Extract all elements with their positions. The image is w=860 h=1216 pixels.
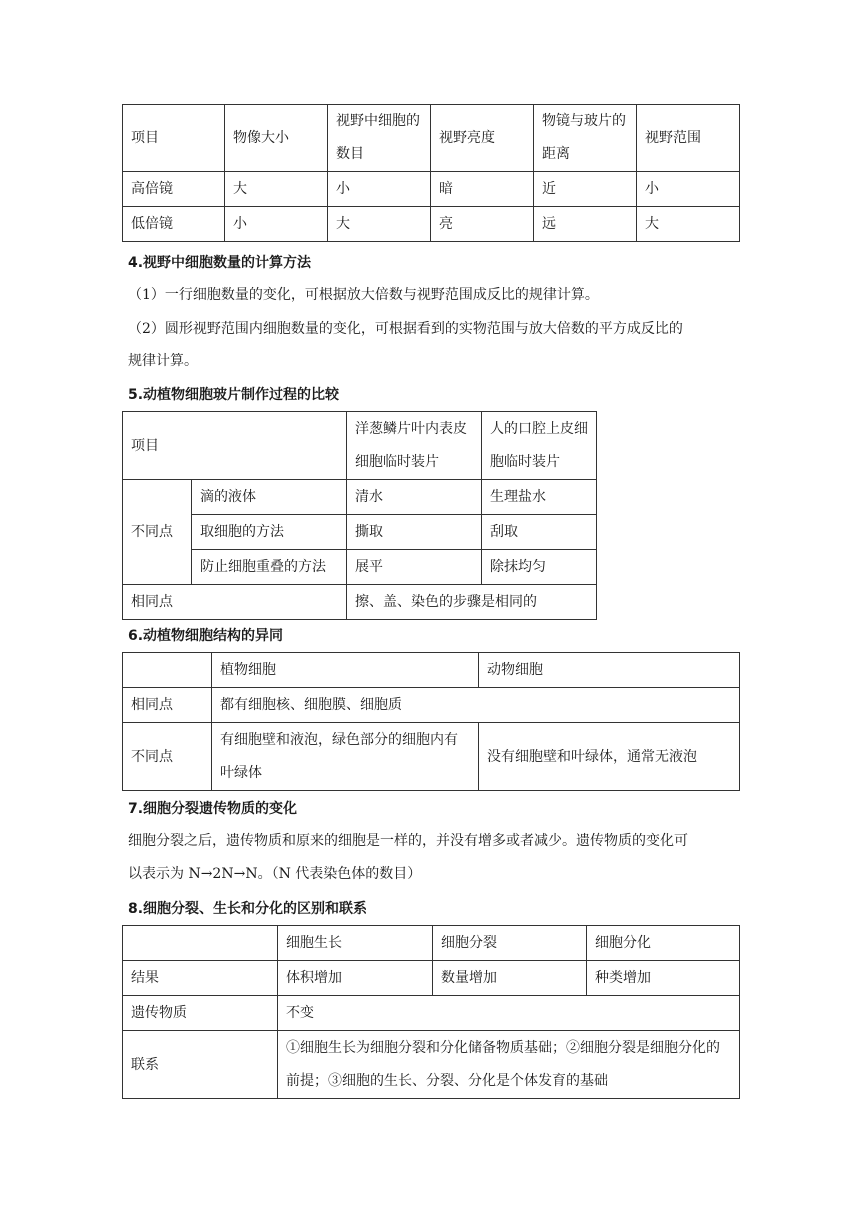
table-cell: 撕取 [347, 515, 482, 550]
table-row [123, 723, 740, 791]
table-cell: 植物细胞 [212, 653, 479, 688]
microscope-comparison-table [122, 104, 740, 242]
table-cell: 遗传物质 [123, 996, 278, 1031]
table-cell: 视野中细胞的数目 [328, 105, 431, 172]
table-cell: 清水 [347, 480, 482, 515]
table-row [123, 515, 597, 550]
section-4-heading: 4.视野中细胞数量的计算方法 [128, 255, 312, 271]
table-cell [123, 926, 278, 961]
table-row [123, 550, 597, 585]
table-cell: 相同点 [123, 585, 347, 620]
table-cell: 洋葱鳞片叶内表皮细胞临时装片 [347, 412, 482, 480]
table-cell: 细胞分裂 [433, 926, 587, 961]
section-4-paragraph-2-cont: 规律计算。 [128, 353, 198, 369]
table-cell: 大 [637, 207, 740, 242]
table-cell: 刮取 [482, 515, 597, 550]
table-header-row [123, 653, 740, 688]
table-row [123, 480, 597, 515]
table-cell: 取细胞的方法 [192, 515, 347, 550]
table-cell: 项目 [123, 412, 347, 480]
table-row [123, 172, 740, 207]
table-row [123, 961, 740, 996]
table-cell: 小 [328, 172, 431, 207]
table-header-row [123, 105, 740, 172]
table-cell: 小 [637, 172, 740, 207]
table-cell: 不同点 [123, 723, 212, 791]
table-cell: 数量增加 [433, 961, 587, 996]
table-cell [123, 653, 212, 688]
table-cell: 大 [328, 207, 431, 242]
table-cell: 都有细胞核、细胞膜、细胞质 [212, 688, 740, 723]
table-cell: 细胞分化 [587, 926, 740, 961]
table-cell: 结果 [123, 961, 278, 996]
table-cell: 远 [534, 207, 637, 242]
table-cell: 高倍镜 [123, 172, 225, 207]
table-cell: 不变 [278, 996, 740, 1031]
section-5-heading: 5.动植物细胞玻片制作过程的比较 [128, 387, 340, 403]
table-cell: 动物细胞 [479, 653, 740, 688]
table-cell: ①细胞生长为细胞分裂和分化储备物质基础；②细胞分裂是细胞分化的前提；③细胞的生长、分裂、分化是个体发育的基础 [278, 1031, 740, 1099]
table-cell: 相同点 [123, 688, 212, 723]
table-cell: 生理盐水 [482, 480, 597, 515]
table-cell: 展平 [347, 550, 482, 585]
table-row [123, 688, 740, 723]
section-7-paragraph-2: 以表示为 N→2N→N。（N 代表染色体的数目） [128, 866, 422, 882]
table-cell: 低倍镜 [123, 207, 225, 242]
cell-division-growth-table [122, 925, 740, 1099]
section-6-heading: 6.动植物细胞结构的异同 [128, 628, 284, 644]
table-cell: 视野范围 [637, 105, 740, 172]
table-row [123, 585, 597, 620]
table-cell: 视野亮度 [431, 105, 534, 172]
table-cell: 有细胞壁和液泡，绿色部分的细胞内有叶绿体 [212, 723, 479, 791]
table-cell: 物像大小 [225, 105, 328, 172]
section-8-heading: 8.细胞分裂、生长和分化的区别和联系 [128, 901, 368, 917]
table-cell: 细胞生长 [278, 926, 433, 961]
table-header-row [123, 926, 740, 961]
table-cell: 人的口腔上皮细胞临时装片 [482, 412, 597, 480]
section-7-heading: 7.细胞分裂遗传物质的变化 [128, 801, 298, 817]
table-row [123, 1031, 740, 1099]
table-row [123, 996, 740, 1031]
table-header-row [123, 412, 597, 480]
table-cell: 滴的液体 [192, 480, 347, 515]
table-cell: 暗 [431, 172, 534, 207]
table-cell: 体积增加 [278, 961, 433, 996]
table-cell: 联系 [123, 1031, 278, 1099]
table-row [123, 207, 740, 242]
table-cell: 项目 [123, 105, 225, 172]
table-cell: 大 [225, 172, 328, 207]
table-cell: 小 [225, 207, 328, 242]
cell-structure-table [122, 652, 740, 791]
table-cell: 除抹均匀 [482, 550, 597, 585]
section-7-paragraph-1: 细胞分裂之后，遗传物质和原来的细胞是一样的，并没有增多或者减少。遗传物质的变化可 [128, 833, 688, 849]
table-cell: 物镜与玻片的距离 [534, 105, 637, 172]
table-cell: 防止细胞重叠的方法 [192, 550, 347, 585]
section-4-paragraph-2: （2）圆形视野范围内细胞数量的变化，可根据看到的实物范围与放大倍数的平方成反比的 [128, 321, 683, 337]
table-cell: 不同点 [123, 480, 192, 585]
table-cell: 没有细胞壁和叶绿体，通常无液泡 [479, 723, 740, 791]
table-cell: 近 [534, 172, 637, 207]
table-cell: 亮 [431, 207, 534, 242]
slide-preparation-table [122, 411, 597, 620]
table-cell: 擦、盖、染色的步骤是相同的 [347, 585, 597, 620]
table-cell: 种类增加 [587, 961, 740, 996]
section-4-paragraph-1: （1）一行细胞数量的变化，可根据放大倍数与视野范围成反比的规律计算。 [128, 287, 599, 303]
